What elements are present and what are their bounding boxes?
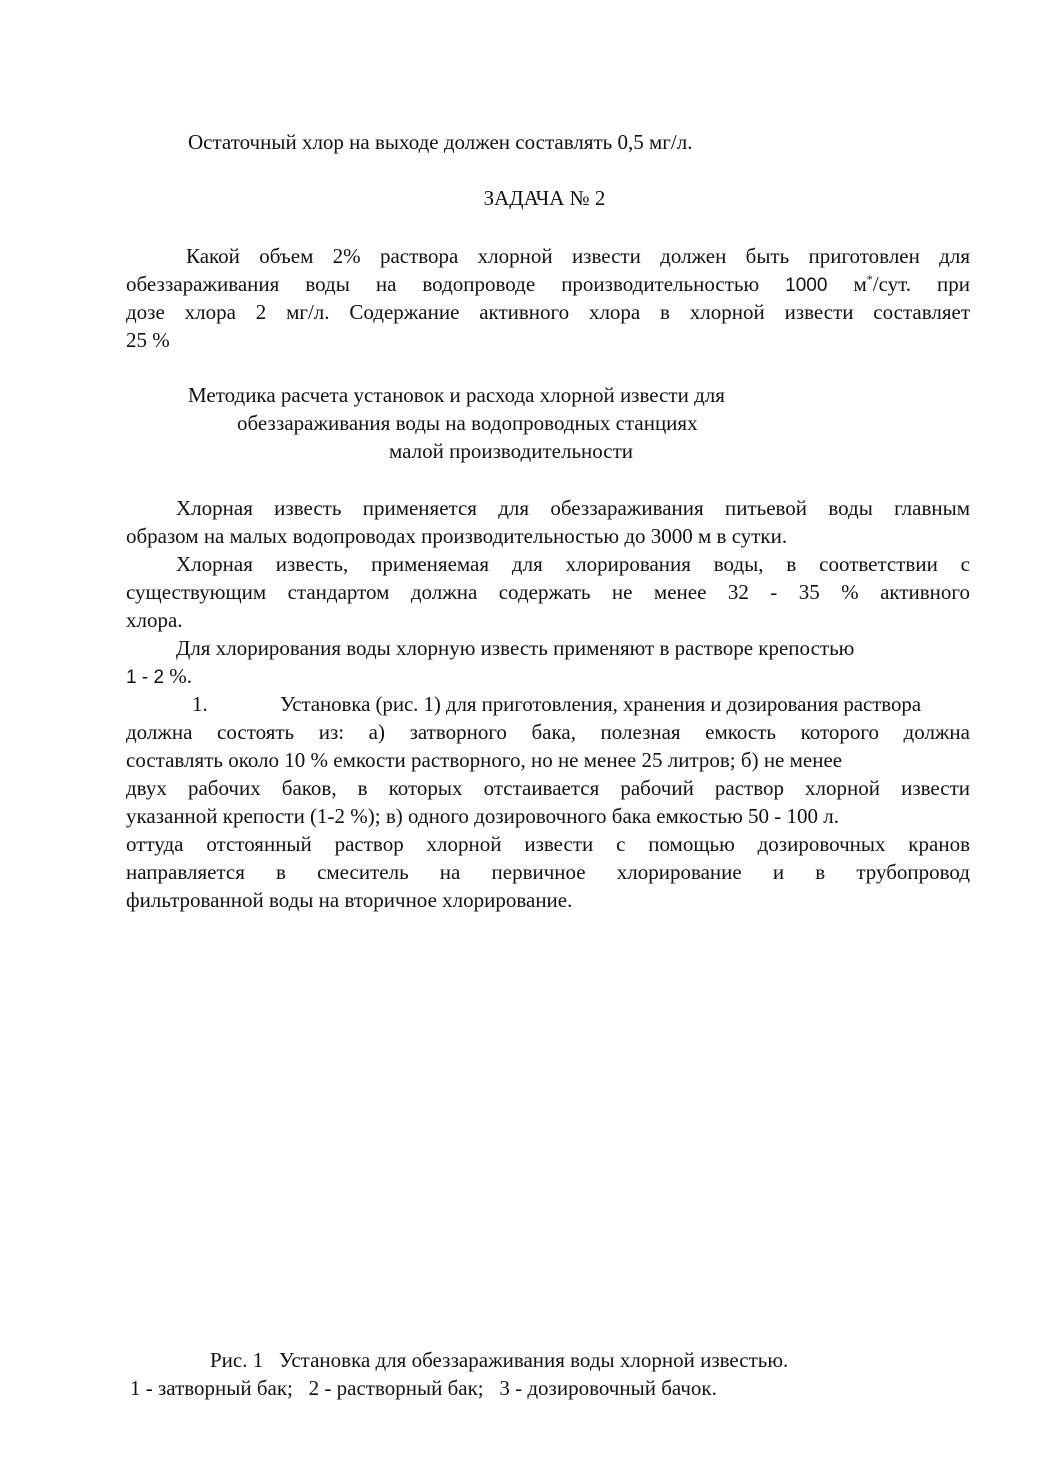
- task-line-2: [126, 270, 970, 300]
- body-p3-line-1: Для хлорирования воды хлорную известь применяют в растворе крепостью: [176, 636, 855, 660]
- item-number: 1.: [192, 692, 208, 716]
- figure-caption: Рис. 1 Установка для обеззараживания воды хлорной известью.: [210, 1348, 789, 1372]
- task-line-3: дозе хлора 2 мг/л. Содержание активного хлора в хлорной извести составляет: [126, 300, 970, 324]
- body-p2-line-2: существующим стандартом должна содержать не менее 32 - 35 % активного: [126, 580, 970, 604]
- item-line-5: указанной крепости (1-2 %); в) одного дозировочного бака емкостью 50 - 100 л.: [126, 804, 839, 828]
- task-unit-sup: *: [866, 272, 873, 286]
- item-line-4: двух рабочих баков, в которых отстаивается рабочий раствор хлорной извести: [126, 776, 970, 800]
- method-title-line-3: малой производительности: [389, 439, 634, 463]
- figure-legend: 1 - затворный бак; 2 - растворный бак; 3 - дозировочный бачок.: [130, 1376, 717, 1400]
- item-line-6: оттуда отстоянный раствор хлорной извести с помощью дозировочных кранов: [126, 832, 970, 856]
- task-title: ЗАДАЧА № 2: [483, 186, 606, 210]
- body-p2-line-1: Хлорная известь, применяемая для хлорирования воды, в соответствии с: [176, 552, 970, 576]
- item-line-1: Установка (рис. 1) для приготовления, хранения и дозирования раствора: [280, 692, 921, 716]
- body-p3-line-2: [126, 662, 192, 692]
- body-p3-range: 1 - 2: [126, 667, 165, 688]
- task-unit: м: [853, 272, 867, 296]
- body-p1-line-2: образом на малых водопроводах производительностью до 3000 м в сутки.: [126, 524, 788, 548]
- item-line-7: направляется в смеситель на первичное хлорирование и в трубопровод: [126, 860, 970, 884]
- task-line-4: 25 %: [126, 328, 170, 352]
- item-line-8: фильтрованной воды на вторичное хлорирование.: [126, 888, 573, 912]
- method-title-line-2: обеззараживания воды на водопроводных станциях: [237, 411, 698, 435]
- method-title-line-1: Методика расчета установок и расхода хлорной извести для: [188, 383, 725, 407]
- task-unit-rest: /сут. при: [872, 272, 971, 296]
- body-p3-percent: %.: [169, 664, 193, 688]
- task-unit-wrap: [853, 272, 970, 296]
- body-p2-line-3: хлора.: [126, 608, 183, 632]
- residual-chlorine-text: Остаточный хлор на выходе должен составлять 0,5 мг/л.: [188, 130, 693, 154]
- body-p1-line-1: Хлорная известь применяется для обеззараживания питьевой воды главным: [176, 496, 970, 520]
- task-capacity-number: 1000: [785, 275, 828, 296]
- task-line-2-text: обеззараживания воды на водопроводе производительностью: [126, 272, 760, 296]
- item-line-3: составлять около 10 % емкости растворного, но не менее 25 литров; б) не менее: [126, 748, 843, 772]
- task-line-1: Какой объем 2% раствора хлорной извести должен быть приготовлен для: [186, 244, 970, 268]
- item-line-2: должна состоять из: а) затворного бака, полезная емкость которого должна: [126, 720, 970, 744]
